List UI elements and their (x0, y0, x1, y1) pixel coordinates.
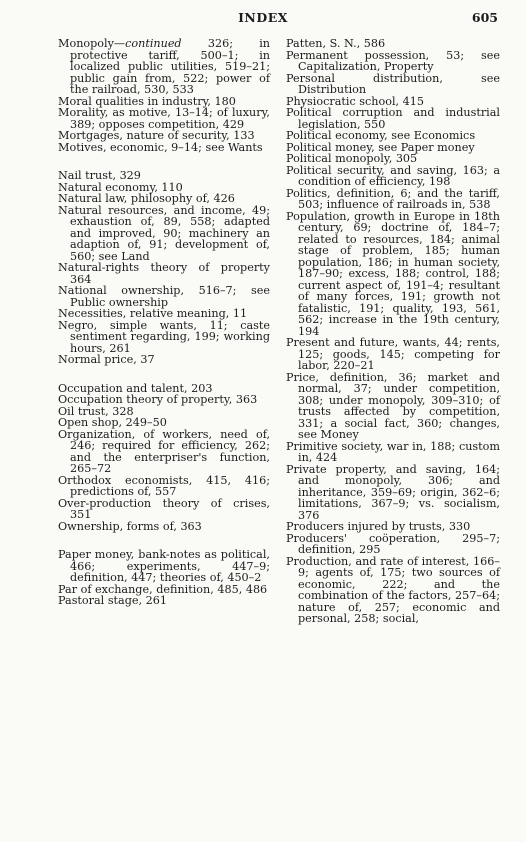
index-entry (286, 211, 500, 338)
index-column-right (286, 38, 500, 625)
index-entry (58, 549, 270, 584)
index-entry-text: Open shop, 249–50 (58, 416, 167, 429)
index-entry (58, 498, 270, 521)
index-entry (286, 337, 500, 372)
index-entry-text: Organization, of workers, need of, 246; required for efficiency, 262; and the enterpriser's function, 265–72 (58, 427, 270, 475)
index-entry (58, 521, 270, 533)
index-entry-text: Politics, definition, 6; and the tariff, 503; influence of railroads in, 538 (286, 186, 500, 211)
section-gap (58, 153, 270, 170)
index-entry (58, 205, 270, 263)
index-entry-text: Par of exchange, definition, 485, 486 (58, 582, 268, 596)
index-entry (58, 107, 270, 130)
index-entry (286, 73, 500, 96)
index-entry-text: Natural resources, and income, 49; exhaustion of, 89, 558; adapted and improved, 90; machinery an adaption of, 91; development of, 560; see Land (58, 203, 270, 263)
index-entry (286, 50, 500, 73)
index-entry-text: Natural economy, 110 (58, 180, 183, 194)
index-entry-text: Political security, and saving, 163; a condition of efficiency, 198 (286, 163, 500, 188)
index-entry-text: Occupation theory of property, 363 (58, 393, 258, 406)
index-entry-continuation: 326; in protective tariff, 500–1; in localized public utilities, 519–21; public gain from, 522; power of the railroad, 530, 533 (70, 37, 270, 96)
index-entry (58, 262, 270, 285)
index-entry-text: Necessities, relative meaning, 11 (58, 307, 248, 320)
page-title: INDEX (238, 10, 288, 25)
index-entry (58, 595, 270, 607)
index-entry (58, 142, 270, 154)
index-entry-text: Price, definition, 36; market and normal, 37; under competition, 308; under monopoly, 309–310; of trusts affected by competition, 331; a social fact, 360; changes, see Money (286, 370, 500, 441)
index-entry-text: Producers injured by trusts, 330 (286, 520, 471, 533)
index-entry (58, 38, 270, 96)
page-header (0, 10, 526, 26)
index-entry-text: Production, and rate of interest, 166–9; agents of, 175; two sources of economic, 222; and the combination of the factors, 257–64; nature of, 257; economic and personal, 258; social, (286, 554, 500, 625)
index-entry (58, 429, 270, 475)
index-entry (286, 372, 500, 441)
index-entry (286, 441, 500, 464)
index-entry-text: Private property, and saving, 164; and monopoly, 306; and inheritance, 359–69; origin, 362–6; limitations, 367–9; vs. socialism, 376 (286, 462, 500, 522)
index-entry-text: Monopoly— (58, 37, 126, 50)
index-entry-text: Political corruption and industrial legislation, 550 (286, 106, 500, 131)
index-entry-text: Physiocratic school, 415 (286, 94, 425, 108)
index-entry-text: Patten, S. N., 586 (286, 37, 386, 50)
index-entry-text: Oil trust, 328 (58, 404, 134, 418)
index-entry (286, 188, 500, 211)
index-entry (286, 107, 500, 130)
page-number: 605 (471, 10, 498, 25)
index-entry-text: National ownership, 516–7; see Public ownership (58, 284, 270, 309)
index-entry-text: Permanent possession, 53; see Capitalization, Property (286, 48, 500, 73)
index-column-left (58, 38, 270, 607)
index-entry-text: Occupation and talent, 203 (58, 381, 213, 395)
index-entry (286, 556, 500, 625)
index-entry-text: Morality, as motive, 13–14; of luxury, 389; opposes competition, 429 (58, 106, 270, 131)
index-entry (286, 533, 500, 556)
index-entry-text: Ownership, forms of, 363 (58, 519, 202, 533)
index-entry-text: Political monopoly, 305 (286, 152, 418, 165)
index-entry (286, 165, 500, 188)
index-entry-text: Mortgages, nature of security, 133 (58, 129, 255, 142)
index-entry-text: Normal price, 37 (58, 353, 155, 366)
section-gap (58, 366, 270, 383)
index-entry-text: Nail trust, 329 (58, 169, 141, 182)
index-entry (286, 464, 500, 522)
index-entry (58, 285, 270, 308)
index-entry-text: Over-production theory of crises, 351 (58, 496, 270, 521)
section-gap (58, 532, 270, 549)
index-entry-text: Political money, see Paper money (286, 140, 475, 154)
index-entry (58, 320, 270, 355)
index-entry (58, 354, 270, 366)
index-entry-text: Personal distribution, see Distribution (286, 71, 500, 96)
index-entry-text: Present and future, wants, 44; rents, 125; goods, 145; competing for labor, 220–21 (286, 336, 500, 372)
index-entry-text: Orthodox economists, 415, 416; predictions of, 557 (58, 473, 270, 498)
continued-label: continued (125, 37, 182, 50)
index-entry-text: Pastoral stage, 261 (58, 594, 167, 607)
index-entry-text: Paper money, bank-notes as political, 466; experiments, 447–9; definition, 447; theories of, 450–2 (58, 548, 270, 584)
index-entry-text: Producers' coöperation, 295–7; definition, 295 (286, 531, 500, 556)
index-entry-text: Political economy, see Economics (286, 129, 476, 142)
index-entry-text: Population, growth in Europe in 18th century, 69; doctrine of, 184–7; related to resources, 184; animal stage of problem, 185; human population, 186; in human society, 187–90; excess, 188; control, 188; current aspect of, 191–4; resultant of many forces, 191; growth not fatalistic, 191; quality, 193, 561, 562; increase in the 19th century, 194 (286, 209, 500, 338)
index-entry-text: Primitive society, war in, 188; custom in, 424 (286, 439, 500, 464)
index-entry-text: Natural law, philosophy of, 426 (58, 192, 235, 205)
index-entry-text: Moral qualities in industry, 180 (58, 94, 236, 108)
index-entry-text: Natural-rights theory of property 364 (58, 261, 270, 286)
index-entry (58, 475, 270, 498)
index-entry-text: Negro, simple wants, 11; caste sentiment regarding, 199; working hours, 261 (58, 318, 270, 355)
index-entry-text: Motives, economic, 9–14; see Wants (58, 140, 263, 154)
